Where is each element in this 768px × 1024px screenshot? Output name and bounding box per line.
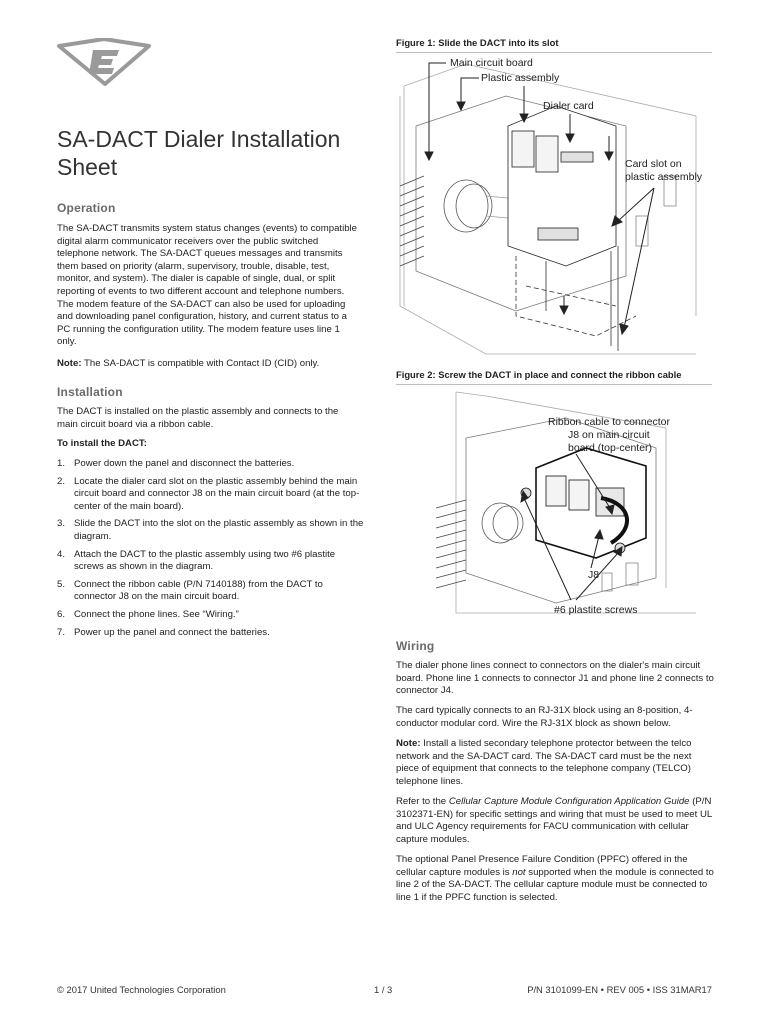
label-card-slot-line2: plastic assembly <box>625 171 703 183</box>
note-label: Note: <box>57 358 82 369</box>
figure2-caption: Figure 2: Screw the DACT in place and connect the ribbon cable <box>396 369 682 380</box>
label-card-slot-line1: Card slot on <box>625 158 682 170</box>
guide-title: Cellular Capture Module Configuration Application Guide <box>448 796 690 807</box>
emphasis-not: not <box>512 866 526 878</box>
install-steps <box>57 458 367 644</box>
operation-heading: Operation <box>57 201 116 215</box>
wiring-heading: Wiring <box>396 639 435 653</box>
step-item: 6. Connect the phone lines. See “Wiring.” <box>57 608 239 620</box>
label-main-circuit-board: Main circuit board <box>450 57 533 69</box>
footer-copyright: © 2017 United Technologies Corporation <box>57 984 226 995</box>
label-dialer-card: Dialer card <box>543 100 594 112</box>
figure2-rule <box>396 384 712 385</box>
wiring-p1: The dialer phone lines connect to connectors on the dialer's main circuit board. Phone line 1 connects to connector J1 and phone line 2 connects to connector J4. <box>396 660 714 697</box>
step-item: 4. Attach the DACT to the plastic assembly using two #6 plastite screws as shown in the diagram. <box>57 548 336 573</box>
step-item: 5. Connect the ribbon cable (P/N 7140188) from the DACT to connector J8 on the main circuit board. <box>57 578 323 603</box>
label-plastite-screws: #6 plastite screws <box>554 604 638 616</box>
page-title: SA-DACT Dialer Installation Sheet <box>57 126 341 181</box>
wiring-p2: The card typically connects to an RJ-31X block using an 8-position, 4-conductor modular cord. Wire the RJ-31X block as shown below. <box>396 705 693 729</box>
operation-paragraph: The SA-DACT transmits system status changes (events) to compatible digital alarm communicator receivers over the public switched telephone network. The SA-DACT queues messages and transmits them based on priority (alarm, supervisory, trouble, disable, test, monitor, and system). The dialer is capable of single, dual, or split reporting of events to two different account and telephone numbers. The modem feature of the SA-DACT can also be used for uploading and downloading panel configuration, history, and current status to a PC running the configuration utility. The modem feature uses line 1 only. <box>57 223 358 348</box>
wiring-p5: The optional Panel Presence Failure Condition (PPFC) offered in the cellular capture modules is not supported when the module is connected to line 2 of the SA-DACT. The cellular capture module must be connected to line 1 if the PPFC function is selected. <box>396 854 714 903</box>
figure1-rule <box>396 52 712 53</box>
edwards-e-logo-icon <box>55 38 153 86</box>
installation-paragraph: The DACT is installed on the plastic assembly and connects to the main circuit board via a ribbon cable. <box>57 406 339 430</box>
step-item: 2. Locate the dialer card slot on the plastic assembly behind the main circuit board and connector J8 on the main circuit board (at the top-center of the main board). <box>57 475 360 512</box>
step-item: 7. Power up the panel and connect the batteries. <box>57 626 270 638</box>
note-text: Install a listed secondary telephone protector between the telco network and the SA-DACT card. The SA-DACT card must be the next piece of equipment that connects to the telephone company (TELCO) telephone lines. <box>396 738 692 787</box>
installation-heading: Installation <box>57 385 123 399</box>
note-label: Note: <box>396 738 421 749</box>
footer-page-number: 1 / 3 <box>374 984 393 995</box>
label-ribbon-line2: J8 on main circuit <box>568 429 650 441</box>
install-subheading: To install the DACT: <box>57 438 147 449</box>
wiring-p4: Refer to the Cellular Capture Module Configuration Application Guide (P/N 3102371-EN) for specific settings and wiring that must be used to meet UL and ULC Agency requirements for FACU communication with cellular capture modules. <box>396 796 712 845</box>
step-item: 1. Power down the panel and disconnect the batteries. <box>57 458 295 469</box>
label-plastic-assembly: Plastic assembly <box>481 72 560 84</box>
wiring-note <box>396 738 714 788</box>
footer-part-number: P/N 3101099-EN • REV 005 • ISS 31MAR17 <box>527 984 712 995</box>
label-j8: J8 <box>588 569 600 581</box>
label-ribbon-line1: Ribbon cable to connector <box>548 416 670 428</box>
step-item: 3. Slide the DACT into the slot on the plastic assembly as shown in the diagram. <box>57 518 364 542</box>
label-ribbon-line3: board (top-center) <box>568 442 653 454</box>
note-text: The SA-DACT is compatible with Contact ID (CID) only. <box>84 358 320 369</box>
figure1-caption: Figure 1: Slide the DACT into its slot <box>396 37 559 48</box>
operation-note <box>57 358 357 371</box>
